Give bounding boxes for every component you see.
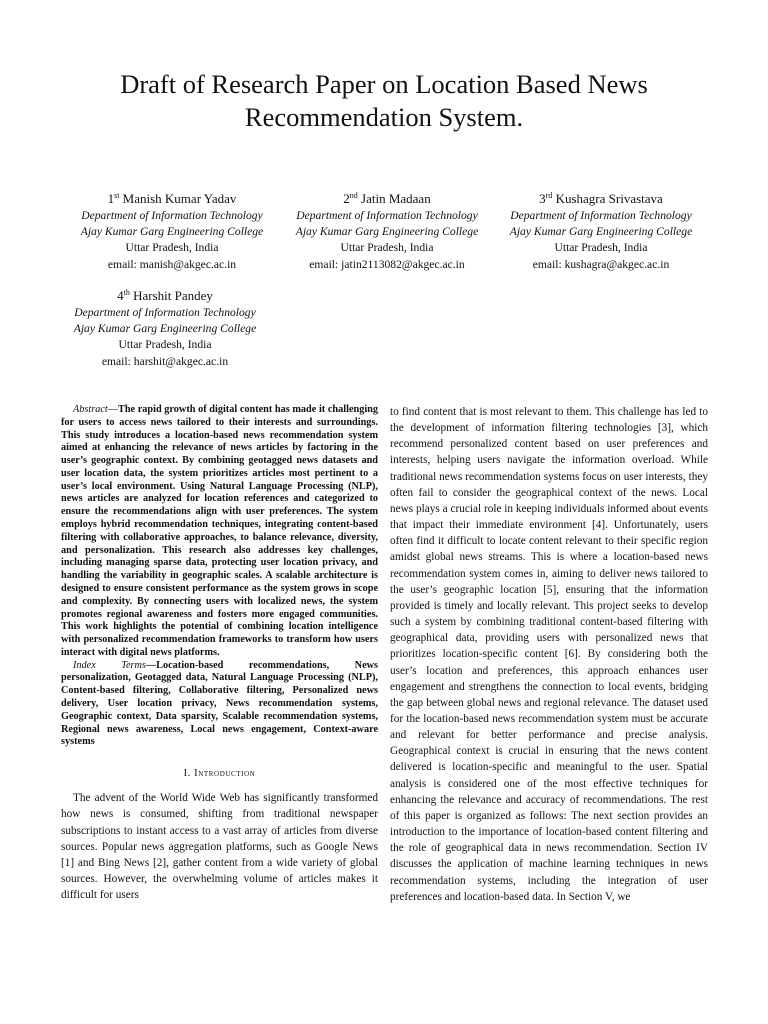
author-block-1 (52, 190, 292, 273)
author-college: Ajay Kumar Garg Engineering College (80, 225, 264, 239)
author-name: 4th Harshit Pandey (117, 288, 213, 303)
author-email: email: jatin2113082@akgec.ac.in (309, 257, 465, 271)
author-college: Ajay Kumar Garg Engineering College (73, 322, 257, 336)
intro-paragraph: The advent of the World Wide Web has significantly transformed how news is consumed, shifting from traditional newspaper subscriptions to instant access to a vast array of articles from diverse sources. Popular news aggregation platforms, such as Google News [1] and Bing News [2], gather content from a wide variety of global sources. However, the overwhelming volume of articles makes it difficult for users (61, 792, 378, 902)
index-terms: Index Terms—Location-based recommendations, News personalization, Geotagged data, Natural Language Processing (NLP), Content-based filtering, Collaborative filtering, Personalized news delivery, User location privacy, News recommendation systems, Geographic context, Data sparsity, Scalable recommendation systems, Regional news awareness, Local news engagement, Context-aware systems (61, 659, 379, 748)
author-college: Ajay Kumar Garg Engineering College (509, 225, 693, 239)
author-place: Uttar Pradesh, India (340, 241, 434, 255)
author-dept: Department of Information Technology (510, 209, 692, 222)
right-column (390, 404, 708, 905)
author-name: 2nd Jatin Madaan (343, 191, 431, 206)
author-email: email: harshit@akgec.ac.in (101, 354, 229, 368)
author-email: email: manish@akgec.ac.in (107, 257, 237, 271)
author-dept: Department of Information Technology (296, 209, 478, 222)
author-place: Uttar Pradesh, India (118, 338, 212, 352)
paper-title: Draft of Research Paper on Location Based News Recommendation System. (120, 69, 648, 132)
author-dept: Department of Information Technology (81, 209, 263, 222)
section-heading-introduction: I. Introduction (183, 768, 256, 780)
author-college: Ajay Kumar Garg Engineering College (295, 225, 479, 239)
author-email: email: kushagra@akgec.ac.in (532, 257, 670, 271)
author-block-3 (481, 190, 721, 273)
author-place: Uttar Pradesh, India (554, 241, 648, 255)
author-dept: Department of Information Technology (74, 306, 256, 319)
abstract: Abstract—The rapid growth of digital content has made it challenging for users to access news tailored to their interests and surroundings. This study introduces a location-based news recommendation system aimed at enhancing the relevance of news articles by factoring in the user’s geographic context. By combining geotagged news datasets and user location data, the system prioritizes articles most pertinent to a user’s local environment. Using Natural Language Processing (NLP), news articles are analyzed for location references and categorized to ensure the recommendations align with user preferences. The system employs hybrid recommendation techniques, integrating content-based filtering with collaborative approaches, to balance relevance, diversity, and personalization. This research also addresses key challenges, including managing sparse data, protecting user location privacy, and handling the variability in geographic scales. A scalable architecture is designed to ensure consistent performance as the system grows in scope and complexity. By connecting users with localized news, the system promotes regional awareness and fosters more engaged communities. This work highlights the potential of combining location intelligence with personalized recommendation frameworks to transform how users interact with digital news platforms. (61, 404, 378, 658)
author-block-2 (267, 190, 507, 273)
author-block-4 (45, 287, 285, 370)
author-place: Uttar Pradesh, India (125, 241, 219, 255)
intro-paragraph-continued: to find content that is most relevant to them. This challenge has led to the development of information filtering technologies [3], which recommend personalized content based on user preferences and interests, helping users navigate the information overload. While traditional news recommendation systems focus on user interests, they often fail to consider the geographical context of the news. Local news plays a crucial role in keeping individuals informed about events that impact their immediate environment [4]. Unfortunately, users often find it difficult to locate content relevant to their specific region amidst global news streams. This is where a location-based news recommendation system comes in, aiming to deliver news tailored to the user’s geographic location [5], ensuring that the information provided is timely and locally relevant. This project seeks to develop such a system by combining traditional content-based filtering with geographical data, providing users with personalized news that prioritizes location-specific content [6]. By considering both the user’s location and preferences, this approach enhances user engagement and strengthens the connection to local events, bridging the gap between global news and regional relevance. The dataset used for the location-based news recommendation system must be accurate and relevant for better performance and precise analysis. Geographical context is crucial in ensuring that the news content delivered is location-specific and meaningful to the user. Spatial analysis is considered one of the most effective techniques for enhancing the relevance and accuracy of recommendations. The rest of this paper is organized as follows: The next section provides an introduction to the importance of location-based content filtering and the role of geographical data in news recommendation. Section IV discusses the application of machine learning techniques in news recommendation systems, including the integration of user preferences and location-based data. In Section V, we (390, 406, 708, 903)
author-name: 1st Manish Kumar Yadav (107, 191, 237, 206)
author-name: 3rd Kushagra Srivastava (539, 191, 663, 206)
left-column (61, 404, 378, 903)
